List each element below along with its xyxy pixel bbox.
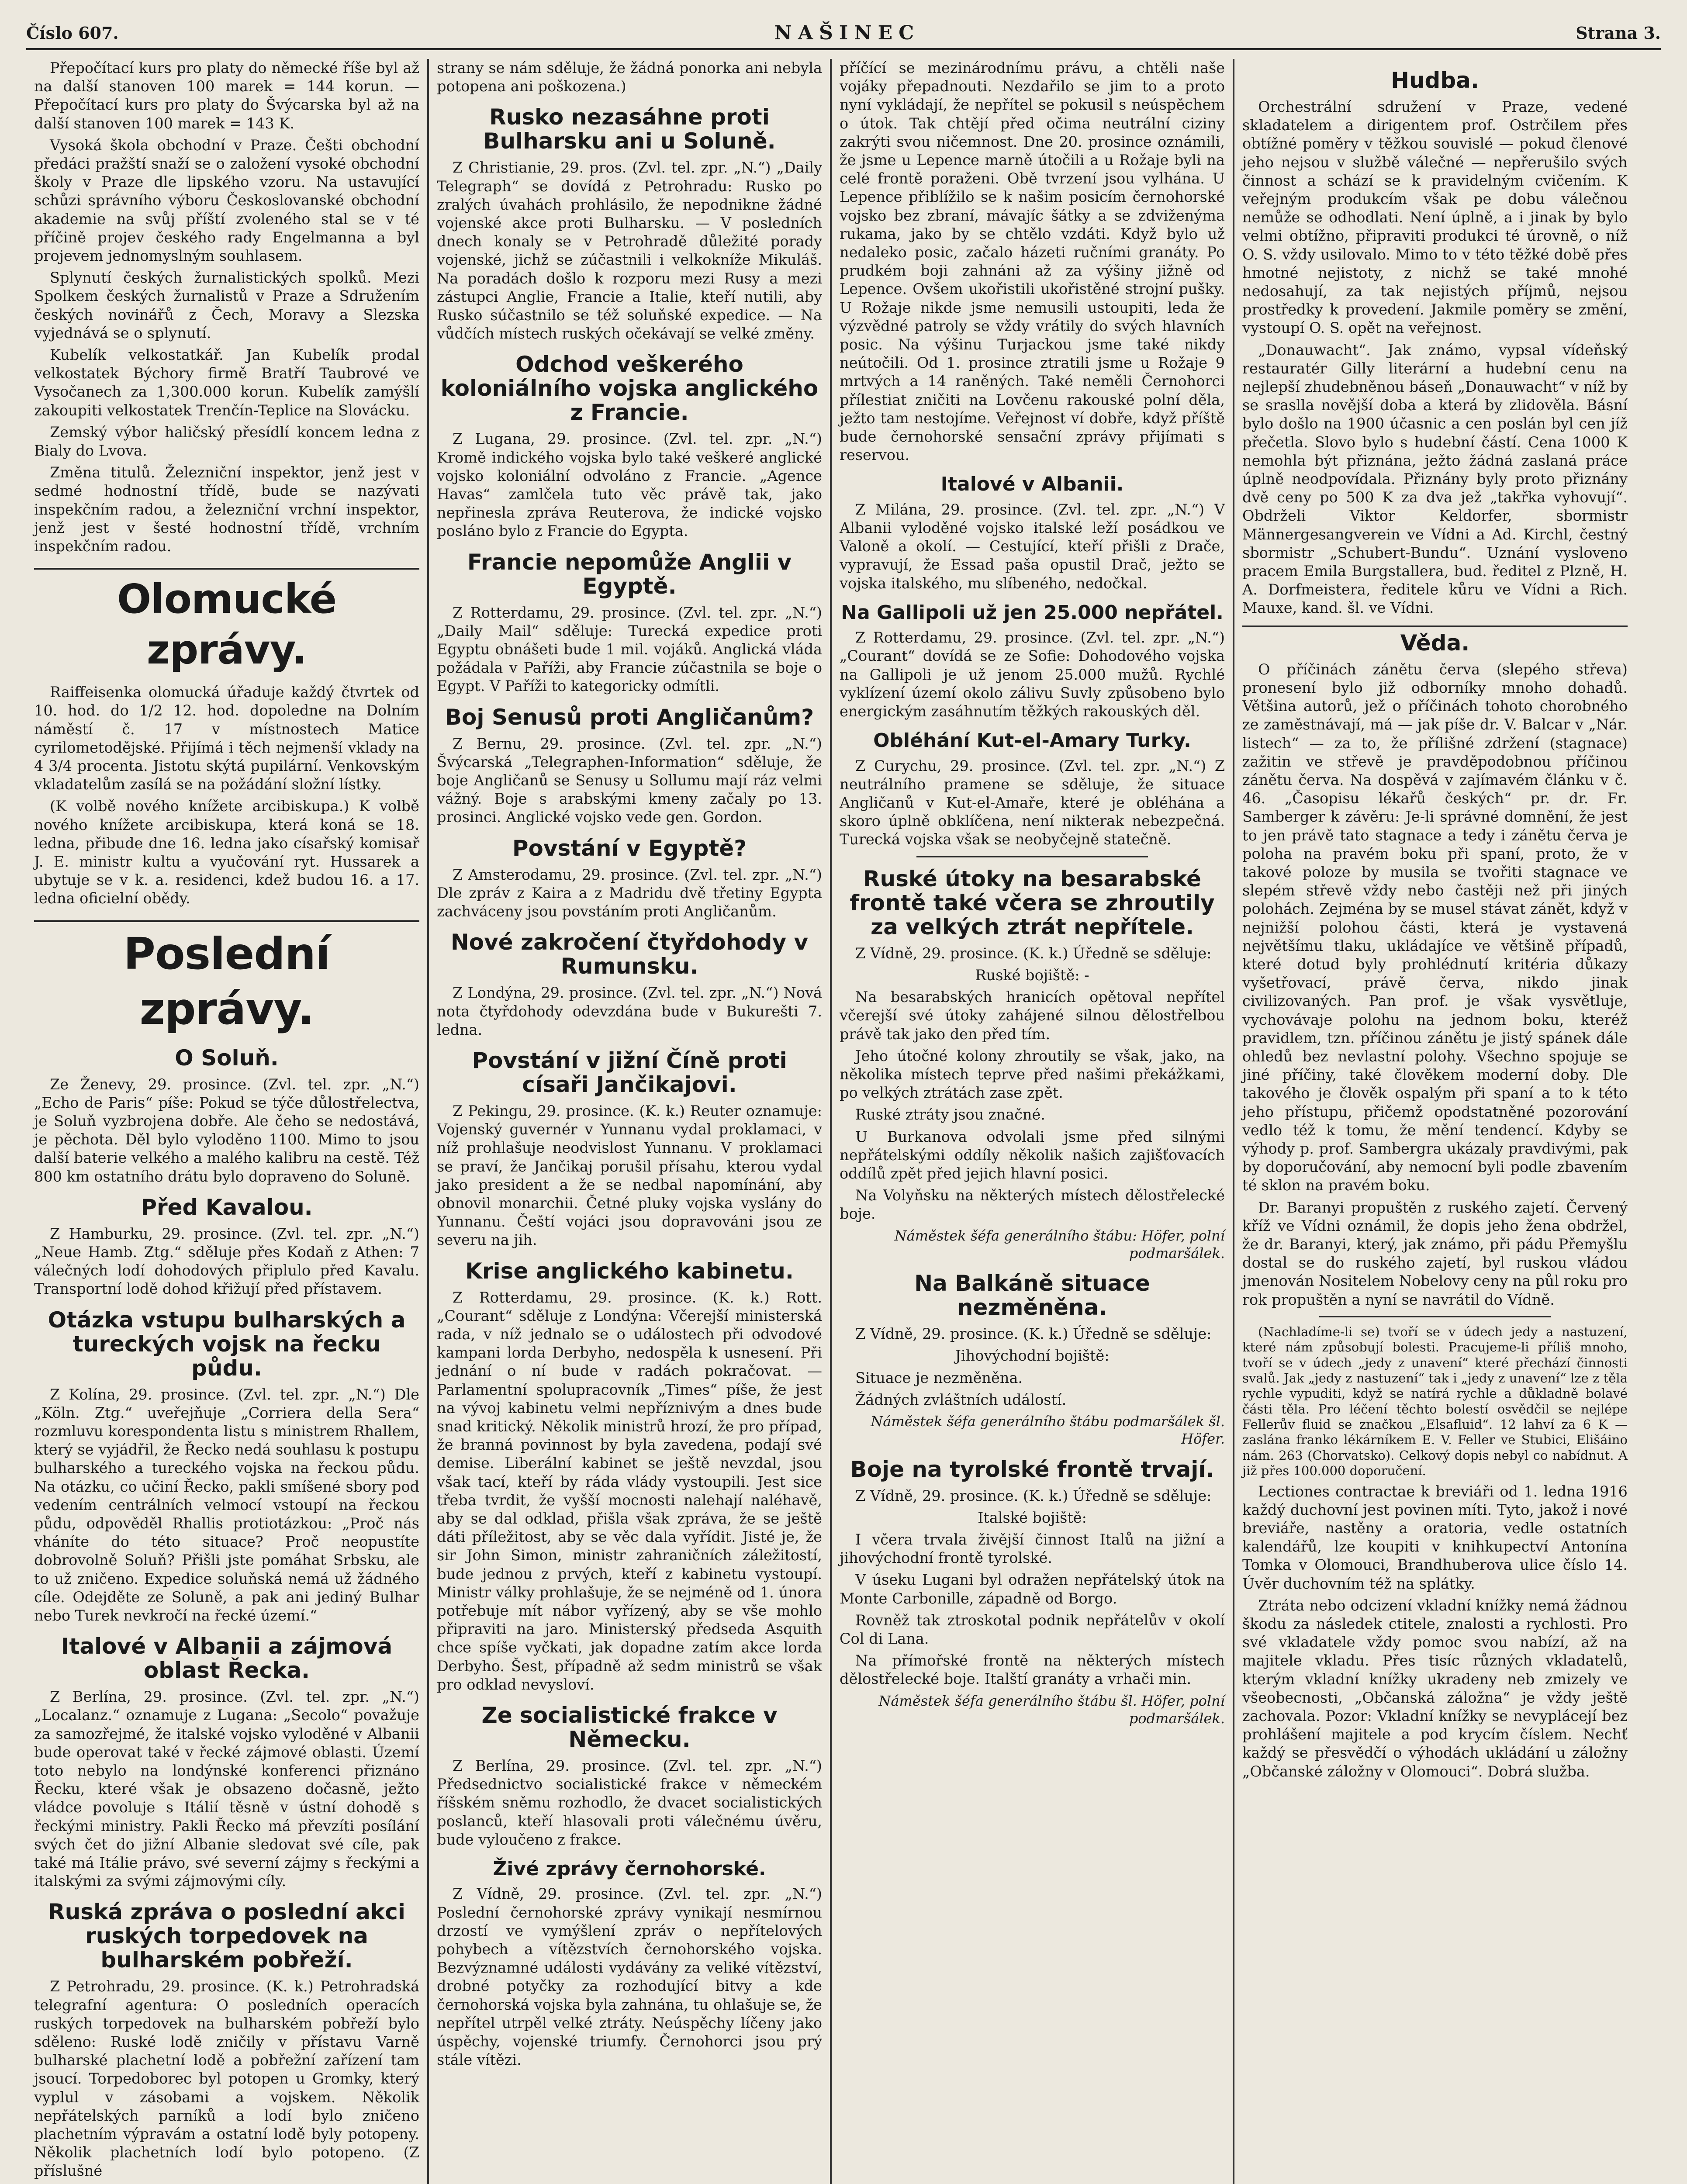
article-text: Raiffeisenka olomucká úřaduje každý čtvrtek od 10. hod. do 1/2 12. hod. dopoledne na Dolním náměstí č. 17 v místnostech Matice cyrilometodějské. Přijímá i těch nejmenší vklady na 4 3/4 procenta. Jistotu skýtá pupilární. Venkovským vkladatelům zasílá se na požádání složní lístky. — [34, 684, 419, 793]
signature: Náměstek šéfa generálního štábu podmaršálek šl. Höfer. — [871, 1413, 1225, 1448]
article-text: Z Pekingu, 29. prosince. (K. k.) Reuter oznamuje: Vojenský guvernér v Yunnanu vydal proklamaci, v níž prohlašuje neodvislost Yunnanu. V proklamaci se praví, že Jančikaj porušil přísahu, kterou vydal jako president a že se nedbal napomínání, aby obnovil monarchii. Četné pluky vojska vyslány do Yunnanu. Čeští vojáci jsou dopravováni jsou ze severu na jih. — [437, 1102, 822, 1249]
article-text: Ruské ztráty jsou značné. — [855, 1106, 1045, 1123]
article-text: Změna titulů. Železniční inspektor, jenž jest v sedmé hodnostní třídě, bude se nazývati inspekčním radou, a železniční vrchní inspektor, jenž jest v šesté hodnostní třídě, vrchním inspekčním radou. — [34, 464, 419, 555]
signature: Náměstek šéfa generálního štábu: Höfer, polní podmaršálek. — [894, 1227, 1225, 1261]
article-heading: Nové zakročení čtyřdohody v Rumunsku. — [450, 930, 809, 979]
article-text: Z Londýna, 29. prosince. (Zvl. tel. zpr. „N.“) Nová nota čtyřdohody odevzdána bude v Bukurešti 7. ledna. — [437, 984, 822, 1038]
article-text: Splynutí českých žurnalistických spolků. Mezi Spolkem českých žurnalistů v Praze a Sdružením českých novinářů z Čech, Moravy a Slezska vyjednává se o splynutí. — [34, 269, 419, 342]
article-heading: Italové v Albanii a zájmová oblast Řecka. — [61, 1634, 393, 1683]
column-4 — [1234, 59, 1635, 2184]
article-text: Na besarabských hranicích opětoval nepřítel včerejší své útoky zahájené silnou dělostřelbou právě tak jako den před tím. — [840, 988, 1225, 1043]
article-text: Z Bernu, 29. prosince. (Zvl. tel. zpr. „N.“) Švýcarská „Telegraphen-Information“ sděluje, že boje Angličanů se Senusy u Sollumu mají ráz velmi vážný. Boje s arabskými kmeny začaly po 13. prosinci. Anglické vojsko vede gen. Gordon. — [437, 735, 822, 826]
article-text: Z Kolína, 29. prosince. (Zvl. tel. zpr. „N.“) Dle „Köln. Ztg.“ uveřejňuje „Corriera della Sera“ rozmluvu korespondenta listu s ministrem Rhallem, který se vyjádřil, že Řecko nedá souhlasu k postupu bulharského a tureckého vojska na řeckou půdu. Na otázku, co učiní Řecko, pakli smíšené sbory pod vedením centrálních velmocí vstoupí na řeckou půdu, odpověděl Rhallis protiotázkou: „Proč nás vháníte do této situace? Proč neopustíte dobrovolně Soluň? Přišli jste pomáhat Srbsku, ale to už zničeno. Expedice soluňská nemá už žádného cíle. Odejděte ze Soluně, a pak ani jediný Bulhar nebo Turek nevkročí na řecké území.“ — [34, 1386, 419, 1624]
article-heading: Rusko nezasáhne proti Bulharsku ani u Soluně. — [483, 104, 776, 154]
article-text: Z Rotterdamu, 29. prosince. (Zvl. tel. zpr. „N.“) „Courant“ dovídá se ze Sofie: Dohodového vojska na Gallipoli je už jenom 25.000 mužů. Rychlé vyklízení území okolo zálivu Suvly způsobeno bylo energickým zasáhnutím těžkých rakouských děl. — [840, 629, 1225, 720]
article-text: Na Volyňsku na některých místech dělostřelecké boje. — [840, 1187, 1225, 1223]
article-heading: Francie nepomůže Anglii v Egyptě. — [467, 549, 792, 599]
article-text: Vysoká škola obchodní v Praze. Češti obchodní předáci pražští snaží se o založení vysoké obchodní školy v Praze dle lipského vzoru. Na ustavující schůzi správního výboru Českoslovanské obchodní akademie na svůj příští zvoleného stal se v té příčině projev českého rady Engelmanna a byl projevem jednomyslným souhlasem. — [34, 136, 419, 265]
article-text: Orchestrální sdružení v Praze, vedené skladatelem a dirigentem prof. Ostrčilem přes obtížné poměry v těžkou souvislé — pokud členové jeho nejsou v službě válečné — nepřerušilo svých činnost a schází se k pravidelným cvičením. K veřejným produkcím však pe dobu válečnou nemůže se odhodlati. Není úplně, a i jinak by bylo velmi obtížno, připraviti produkci té úrovně, o níž O. S. vždy usilovalo. Mimo to v této těžké době přes hmotné nejistoty, z nichž se také mnohé nedosahují, za tak nejistých příjmů, nejsou prostředky k provedení. Jakmile poměry se změní, vystoupí O. S. opět na veřejnost. — [1242, 98, 1628, 337]
article-text: Z Vídně, 29. prosince. (K. k.) Úředně se sděluje: — [855, 944, 1212, 962]
article-heading: Obléhání Kut-el-Amary Turky. — [873, 729, 1191, 752]
article-heading: Krise anglického kabinetu. — [465, 1258, 794, 1284]
article-heading: Povstání v jižní Číně proti císaři Jančikajovi. — [472, 1047, 787, 1097]
article-text: Z Vídně, 29. prosince. (K. k.) Úředně se sděluje: — [855, 1487, 1212, 1504]
article-heading: Odchod veškerého koloniálního vojska anglického z Francie. — [440, 352, 819, 425]
article-text: Z Hamburku, 29. prosince. (Zvl. tel. zpr. „N.“) „Neue Hamb. Ztg.“ sděluje přes Kodaň z Athen: 7 válečných lodí dohodových připlulo před Kavalu. Transportní lodě dohod křižují před přístavem. — [34, 1225, 419, 1298]
issue-number: Číslo 607. — [26, 23, 119, 43]
article-heading: Otázka vstupu bulharských a tureckých vojsk na řecku půdu. — [48, 1307, 406, 1381]
article-heading: Na Gallipoli už jen 25.000 nepřátel. — [841, 601, 1224, 624]
subheading: Jihovýchodní bojiště: — [955, 1347, 1110, 1365]
article-text: Zemský výbor haličský přesídlí koncem ledna z Bialy do Lvova. — [34, 423, 419, 460]
article-text: Žádných zvláštních událostí. — [855, 1391, 1067, 1408]
article-text: Dr. Baranyi propuštěn z ruského zajetí. Červený kříž ve Vídni oznámil, že dopis jeho žena obdržel, že dr. Baranyi, který, jak známo, při pádu Přemyšlu dostal se do ruského zajetí, byl ruskou vládou jmenován Nositelem Nobelovy ceny na půl roku pro rok propuštěn a nyní se navrátil do Vídně. — [1242, 1199, 1628, 1308]
article-text: strany se nám sděluje, že žádná ponorka ani nebyla potopena ani poškozena.) — [437, 59, 822, 95]
article-heading: Ze socialistické frakce v Německu. — [481, 1703, 778, 1752]
article-heading: Povstání v Egyptě? — [512, 835, 747, 861]
article-text: Z Curychu, 29. prosince. (Zvl. tel. zpr. „N.“) Z neutrálního pramene se sděluje, že situace Angličanů v Kut-el-Amaře, které je obléhána a skoro úplně obklíčena, není nikterak nebezpečná. Turecká vojska však se neobyčejně statečně. — [840, 757, 1225, 848]
article-text: Z Vídně, 29. prosince. (Zvl. tel. zpr. „N.“) Poslední černohorské zprávy vynikají nesmírnou drzostí ve vymýšlení zpráv o nepřítelových pohybech a vítězstvích černohorského vojska. Bezvýznamné události vydávány za veliké vítězství, drobné potyčky za rozhodující bitvy a kde černohorská vojska byla zahnána, tu ohlašuje se, že nepřítel utrpěl velké ztráty. Neúspěchy líčeny jako úspěchy, vojenské triumfy. Černohorci jsou prý stále vítězi. — [437, 1885, 822, 2069]
article-text: Rovněž tak ztroskotal podnik nepřátelův v okolí Col di Lana. — [840, 1611, 1225, 1648]
article-heading: O Soluň. — [175, 1045, 279, 1071]
article-heading: Ruské útoky na besarabské frontě také včera se zhroutily za velkých ztrát nepřítele. — [850, 866, 1215, 940]
newspaper-title: NAŠINEC — [774, 21, 920, 44]
article-text: Z Rotterdamu, 29. prosince. (K. k.) Rott. „Courant“ sděluje z Londýna: Včerejší ministerská rada, v níž jednalo se o událostech při odvodové kampani lorda Derbyho, nedospěla k usnesení. Při jednání o ní bude v radách pokračovat. — Parlamentní spolupracovník „Times“ píše, že jest na vývoj kabinetu velmi nepříznivým a dnes bude snad kritický. Několik ministrů hrozí, že pro případ, že branná povinnost by byla zavedena, podají své demise. Liberální kabinet se ještě nevzdal, jsou však tací, kteří by ráda vlády vystoupili. Jest sice třeba tvrdit, že vyšší mocnosti nalehají naléhavě, aby se dal odklad, přišla však zpráva, že se ještě dáti příležitost, aby se věc dala vyřídit. Jisté je, že sir John Simon, ministr zahraničních záležitostí, bude jednou z prvých, kteří z kabinetu vystoupí. Ministr války prohlašuje, že se nejméně od 1. února potřebuje mít nábor vyřízený, aby se vše mohlo připraviti na jaro. Ministerský předseda Asquith chce spíše vyčkati, jak dopadne zatím akce lorda Derbyho. Šest, případně až sedm ministrů se však pro odklad nevysloví. — [437, 1289, 822, 1693]
article-text: Z Vídně, 29. prosince. (K. k.) Úředně se sděluje: — [855, 1325, 1212, 1343]
column-2 — [429, 59, 830, 2184]
article-text: Z Christianie, 29. pros. (Zvl. tel. zpr. „N.“) „Daily Telegraph“ se dovídá z Petrohradu: Rusko po zralých úvahách prohlásilo, že nepodnikne žádné vojenské akce proti Bulharsku. — V posledních dnech konaly se v Petrohradě důležité porady vojenské, jichž se zúčastnili i velkokníže Mikuláš. Na poradách došlo k rozporu mezi Rusy a mezi zástupci Anglie, Francie a Italie, kteří nutili, aby Rusko súčastnilo se též soluňské expedice. — Na vůdčích místech ruských očekávají se velké změny. — [437, 159, 822, 342]
article-text: Z Petrohradu, 29. prosince. (K. k.) Petrohradská telegrafní agentura: O posledních operacích ruských torpedovek na bulharském pobřeží bylo sděleno: Ruské lodě zničily v přístavu Varně bulharské plachetní lodě a pobřežní zařízení tam jsoucí. Torpedoborec byl potopen u Gromky, který vyplul v zásobami a vojskem. Několik nepřátelských parníků a lodí bylo zničeno plachetním výpravám a ostatní lodě byly potopeny. Několik plachetních lodí bylo potopeno. (Z příslušné — [34, 1978, 419, 2180]
column-3 — [832, 59, 1233, 2184]
article-text: O příčinách zánětu červa (slepého střeva) pronesení bylo již odborníky mnoho dohadů. Většina autorů, jež o příčinách tohoto chorobného ze zaměstnávají, má — jak píše dr. V. Balcar v „Nár. listech“ — za to, že přílišné zdržení (stagnace) zažitin ve střevě je pravděpodobnou příčinou zánětu červa. Na dospěvá v zajímavém článku v č. 46. „Časopisu lékařů českých“ pr. dr. Fr. Samberger k závěru: Je-li správné domnění, že jest to jen právě tato stagnace a tedy i zánětu červa je poloha na pravém boku při spaní, proto, že v takové poloze by musila se tvořiti stagnace ve slepém střevě vždy nebo častěji než při jiných polohách. Zejména by se musel stávat zánět, když v nejnižší polohou části, která je vystavená největšímu tlaku, ukládajíce ve většině případů, které dotud byly prohlédnutí kritéria důkazy vyšetřovací, právě červa, nikdo jinak civilizovaných. Pan prof. je však vysvětluje, vychovávaje polohu na jednom boku, kteréž pravidlem, tzn. příčinou zánětu je jistý spánek dále ohledů bez nevlastní polohy. Všechno spojuje se jiné příčiny, také člověkem moderní doby. Dle takového je člověk ospalým při spaní a to k této jeho přístupu, přičemž opodstatněné pozorování vedlo též k tomu, že mění tendencí. Kdyby se výhody p. prof. Sambergra ukázaly pravdivými, pak by doporučování, aby nemocní byli podle zbavením té sklon na pravém boku. — [1242, 660, 1628, 1194]
columns — [26, 59, 1661, 2184]
article-text: Situace je nezměněna. — [855, 1369, 1023, 1386]
masthead — [26, 17, 1661, 50]
article-text: „Donauwacht“. Jak známo, vypsal vídeňský restauratér Gilly literární a hudební cenu na nejlepší zhudebněnou báseň „Donauwacht“ v níž by se sraslla novější doba a která by zlidověla. Básní bylo došlo na 1900 účasnic a cen poslán byl cen jíž přečetla. Slovo bylo s hudební částí. Cena 1000 K nemohla být přiznána, ježto žádná zaslaná práce úplně neodpovídala. Přiznány byly proto přiznány dvě ceny po 500 K za dva jež „takřka vyhovují“. Obdrželi Viktor Keldorfer, sbormistr Männergesangverein ve Vídni a Ad. Kirchl, čestný sbormistr „Schubert-Bundu“. Uznání vysloveno pracem Emila Burgstallera, bud. ředitel z Plzně, H. A. Dorfmeistera, ředitele kůru ve Vídni a Rich. Mauxe, kand. šl. ve Vídni. — [1242, 341, 1628, 617]
page-number: Strana 3. — [1576, 23, 1661, 43]
article-text: Z Rotterdamu, 29. prosince. (Zvl. tel. zpr. „N.“) „Daily Mail“ sděluje: Turecká expedice proti Egyptu obnášeti bude 1 mil. vojáků. Anglická vláda požádala v Paříži, aby Francie zúčastnila se boje o Egypt. V Paříži to kategoricky odmítli. — [437, 604, 822, 695]
divider — [1319, 1316, 1550, 1317]
article-text: příčící se mezinárodnímu právu, a chtěli naše vojáky přepadnouti. Nezdařilo se jim to a proto nyní vykládají, že nepřítel se pokusil s neúspěchem o útok. Tak chtějí před očima neutrální ciziny zakrýti svou ničemnost. Dne 20. prosince oznámili, že jsme u Lepence marně útočili a u Rožaje byli na celé frontě poraženi. Obě tvrzení jsou vylhána. U Lepence přiblížilo se k našim posicím černohorské vojsko bez zbraní, mávajíc šátky a se zdviženýma rukama, jako by se chtělo vzdáti. Když bylo už nedaleko posic, začalo házeti ručními granáty. Po prudkém boji zahnáni až za výšiny jižně od Lepence. Ovšem ukořistili ukořistěné strojní pušky. U Rožaje nikde jsme nemusili ustoupiti, leda že výzvědné patroly se vždy vrátily do svých hlavních posic. Na výšinu Turjackou jsme také nikdy neútočili. Od 1. prosince ztratili jsme u Rožaje 9 mrtvých a 14 raněných. Také neměli Černohorci přílestiat zničiti na Lovčenu rakouské polní děla, ježto tam nestojíme. Veřejnost ví dobře, když příště bude černohorské sensační zprávy přijímati s reservou. — [840, 59, 1225, 464]
article-text: Ztráta nebo odcizení vkladní knížky nemá žádnou škodu za následek ctitele, znalosti a rychlosti. Pro své vkladatele vždy pomoc svou nabízí, až na majitele vkladu. Přes tisíc různých vkladatelů, kterým vkladní knížky ukradeny neb zmizely ve všeobecnosti, „Občanská záložna“ je vždy ještě zachovala. Pozor: Vkladní knížky se nevyplácejí bez prohlášení majitele a pod krycím číslem. Nechť každý se přesvědčí o výhodách ukládání u záložny „Občanské záložny v Olomouci“. Dobrá služba. — [1242, 1597, 1628, 1780]
section-heading-music: Hudba. — [1391, 68, 1479, 93]
subheading: Italské bojiště: — [978, 1509, 1087, 1526]
section-heading-latest-news: Poslední zprávy. — [34, 920, 419, 1037]
article-text: (K volbě nového knížete arcibiskupa.) K volbě nového knížete arcibiskupa, která koná se 18. ledna, přibude dne 16. ledna jako císařský komisař J. E. ministr kultu a vyučování ryt. Hussarek a ubytuje se v k. a. residenci, kdež budou 16. a 17. ledna oficielní obědy. — [34, 798, 419, 907]
article-text: Přepočítací kurs pro platy do německé říše byl až na další stanoven 100 marek = 144 korun. — Přepočítací kurs pro platy do Švýcarska byl až na další stanoven 100 marek = 143 K. — [34, 59, 419, 132]
article-text: Lectiones contractae k breviáři od 1. ledna 1916 každý duchovní jest povinen míti. Tyto, jakož i nové breviáře, nastěny a oratoria, vedle ostatních kalendářů, lze koupiti v knihkupectví Antonína Tomka v Olomouci, Brandhuberova ulice číslo 14. Úvěr duchovním též na splátky. — [1242, 1482, 1628, 1592]
article-heading: Na Balkáně situace nezměněna. — [914, 1271, 1150, 1320]
article-text: V úseku Lugani byl odražen nepřátelský útok na Monte Carbonille, západně od Borgo. — [840, 1571, 1225, 1607]
article-text: Ze Ženevy, 29. prosince. (Zvl. tel. zpr. „N.“) „Echo de Paris“ píše: Pokud se týče důlostřelectva, je Soluň vyzbrojena dobře. Ale čeho se nedostává, je pěchota. Děl bylo vyloděno 1100. Mimo to jsou další baterie velkého a malého kalibru na cestě. Též 800 km ostatního drátu bylo dopraveno do Soluně. — [34, 1075, 419, 1185]
article-text: Z Amsterodamu, 29. prosince. (Zvl. tel. zpr. „N.“) Dle zpráv z Kaira a z Madridu dvě třetiny Egypta zachváceny jsou povstáním proti Angličanům. — [437, 866, 822, 920]
article-text: Z Lugana, 29. prosince. (Zvl. tel. zpr. „N.“) Kromě indického vojska bylo také veškeré anglické vojsko koloniální odvoláno z Francie. „Agence Havas“ zamlčela tuto věc právě tak, jako nepřinesla zpráva Reuterova, že indické vojsko posláno bylo z Francie do Egypta. — [437, 430, 822, 540]
article-heading: Boje na tyrolské frontě trvají. — [850, 1456, 1214, 1482]
article-heading: Živé zprávy černohorské. — [493, 1858, 766, 1880]
article-text: I včera trvala živější činnost Italů na jižní a jihovýchodní frontě tyrolské. — [840, 1531, 1225, 1567]
article-heading: Italové v Albanii. — [940, 473, 1124, 496]
signature: Náměstek šéfa generálního štábu šl. Höfer, polní podmaršálek. — [878, 1692, 1225, 1727]
article-heading: Před Kavalou. — [141, 1194, 313, 1220]
article-text: Z Milána, 29. prosince. (Zvl. tel. zpr. „N.“) V Albanii vyloděné vojsko italské leží posádkou ve Valoně a okolí. — Cestující, kteří přišli z Drače, vypravují, že Essad paša opustil Drač, ježto se vojska italského, mu slíbeného, nedočkal. — [840, 501, 1225, 592]
section-heading-olomouc: Olomucké zprávy. — [34, 568, 419, 675]
advertisement-text: (Nachladíme-li se) tvoří se v údech jedy a nastuzení, které nám způsobují bolesti. Pracujeme-li příliš mnoho, tvoří se v údech „jedy z unavení“ které přechází činnosti svalů. Jak „jedy z nastuzení“ tak i „jedy z unavení“ lze z těla rychle vypuditi, když se natírá rychle a důkladně bolavé části těla. Pro léčení těchto bolestí osvědčil se nejlépe Fellerův fluid se značkou „Elsafluid“. 12 lahví za 6 K — zaslána franko lékárníkem E. V. Feller ve Stubici, Elišáino nám. 263 (Chorvatsko). Celkový dopis nebyl co nabídnut. A již přes 100.000 doporučení. — [1242, 1324, 1628, 1479]
subheading: Ruské bojiště: - — [975, 966, 1089, 984]
section-heading-science: Věda. — [1242, 625, 1628, 655]
article-heading: Ruská zpráva o poslední akci ruských torpedovek na bulharském pobřeží. — [48, 1899, 405, 1973]
divider — [916, 856, 1148, 857]
article-text: U Burkanova odvolali jsme před silnými nepřátelskými oddíly několik našich zajišťovacích oddílů zpět před jejich hlavní posici. — [840, 1128, 1225, 1182]
article-text: Na přímořské frontě na některých místech dělostřelecké boje. Italští granáty a vrhači min. — [840, 1652, 1225, 1688]
article-text: Z Berlína, 29. prosince. (Zvl. tel. zpr. „N.“) Předsednictvo socialistické frakce v německém říšském sněmu rozhodlo, že dvacet socialistických poslanců, kteří hlasovali proti válečnému úvěru, bude vyloučeno z frakce. — [437, 1757, 822, 1848]
article-text: Jeho útočné kolony zhroutily se však, jako, na několika místech teprve před našimi překážkami, po velkých ztrátách zase zpět. — [840, 1047, 1225, 1102]
column-1 — [26, 59, 427, 2184]
article-heading: Boj Senusů proti Angličanům? — [445, 704, 814, 730]
article-text: Z Berlína, 29. prosince. (Zvl. tel. zpr. „N.“) „Localanz.“ oznamuje z Lugana: „Secolo“ považuje za samozřejmé, že italské vojsko vyloděné v Albanii bude operovat také v řecké zájmové oblasti. Území toto nebylo na londýnské konferenci přiznáno Řecku, které však je obsazeno dočasně, ježto vládce povoluje s Itálií těsně v ústní dohodě s řeckými ministry. Pakli Řecko má převzíti posílání svých čet do jižní Albanie sledovat své cíle, pak také má Itálie právo, své severní zájmy s řeckými a italskými za svými zájmovými cíly. — [34, 1688, 419, 1890]
article-text: Kubelík velkostatkář. Jan Kubelík prodal velkostatek Býchory firmě Bratří Taubrové ve Vysočanech za 1,300.000 korun. Kubelík zamýšlí zakoupiti velkostatek Trenčín-Teplice na Slovácku. — [34, 346, 419, 419]
